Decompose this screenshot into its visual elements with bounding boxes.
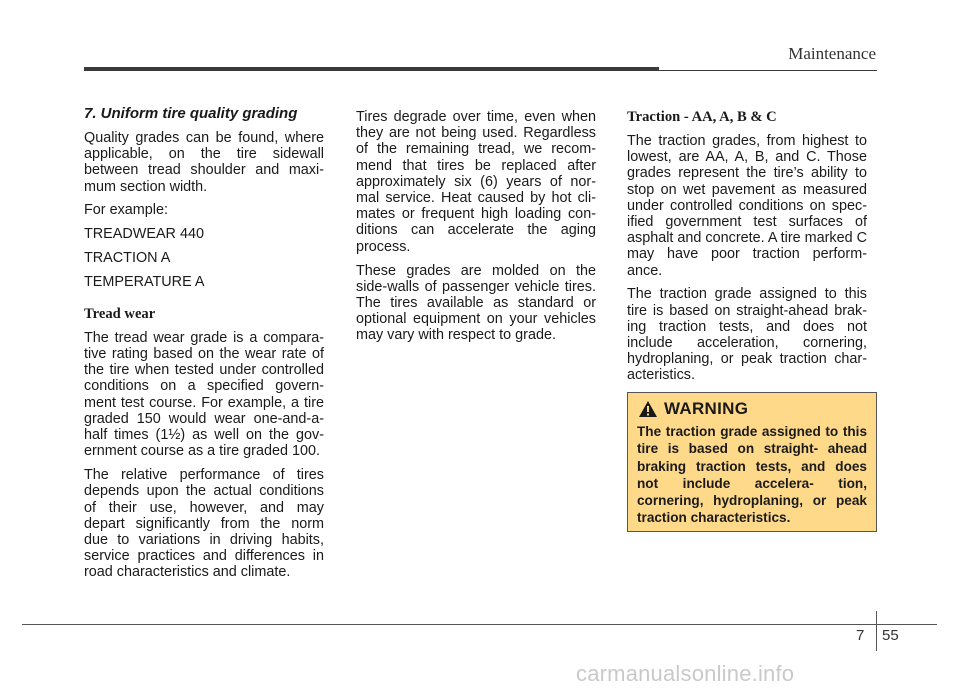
example-treadwear: TREADWEAR 440 — [84, 226, 204, 243]
traction-paragraph-1: The traction grades, from highest to lowest, are AA, A, B, and C. Those grades represent the tire’s ability to stop on wet pavement as measured under controlled conditions on spec- ified government test surfaces of asphalt and concrete. A tire marked C may have poor traction perform- ance. — [627, 132, 867, 279]
traction-heading: Traction - AA, A, B & C — [627, 109, 777, 125]
uniform-grading-heading: 7. Uniform tire quality grading — [84, 105, 298, 122]
column-3 — [627, 109, 867, 391]
example-temperature: TEMPERATURE A — [84, 274, 205, 291]
warning-header — [637, 399, 867, 419]
treadwear-heading: Tread wear — [84, 305, 156, 322]
footer-divider — [876, 611, 877, 651]
warning-box — [627, 392, 877, 532]
section-title: Maintenance — [788, 44, 876, 63]
treadwear-paragraph-1: The tread wear grade is a compara- tive rating based on the wear rate of the tire when tested under controlled conditions on a specified govern- ment test course. For example, a tire graded 150 would wear one-and-a- half times (1½) as well on the gov- ernment course as a tire graded 100. — [84, 329, 324, 460]
warning-triangle-icon — [638, 400, 658, 418]
grades-molded-paragraph: These grades are molded on the side-walls of passenger vehicle tires. The tires available as standard or optional equipment on your vehicles may vary with respect to grade. — [356, 262, 596, 344]
aging-paragraph: Tires degrade over time, even when they are not being used. Regardless of the remaining tread, we recom- mend that tires be replaced after approximately six (6) years of nor- mal service. Heat caused by hot cli- mates or frequent high loading con- ditions can accelerate the aging process. — [356, 109, 596, 255]
header-rule-thin — [659, 70, 877, 71]
warning-title: WARNING — [664, 399, 749, 418]
header-rule-thick — [84, 67, 659, 71]
warning-text: The traction grade assigned to this tire is based on straight- ahead braking traction tests, and does not include accelera- tion, cornering, hydroplaning, or peak traction characteristics. — [637, 424, 867, 526]
page-number: 55 — [882, 627, 899, 644]
watermark: carmanualsonline.info — [576, 661, 795, 686]
spacer — [84, 298, 324, 306]
chapter-number: 7 — [856, 627, 865, 644]
column-2 — [356, 109, 596, 351]
example-traction: TRACTION A — [84, 250, 171, 267]
traction-paragraph-2: The traction grade assigned to this tire is based on straight-ahead brak- ing traction tests, and does not include acceleration, cornering, hydroplaning, or peak traction char- acteristics. — [627, 286, 867, 384]
column-1 — [84, 106, 324, 588]
example-label: For example: — [84, 202, 168, 219]
intro-paragraph: Quality grades can be found, where applicable, on the tire sidewall between tread shoulder and maxi- mum section width. — [84, 129, 324, 195]
footer-rule — [22, 624, 937, 625]
treadwear-paragraph-2: The relative performance of tires depends upon the actual conditions of their use, however, and may depart significantly from the norm due to variations in driving habits, service practices and differences in road characteristics and climate. — [84, 467, 324, 581]
